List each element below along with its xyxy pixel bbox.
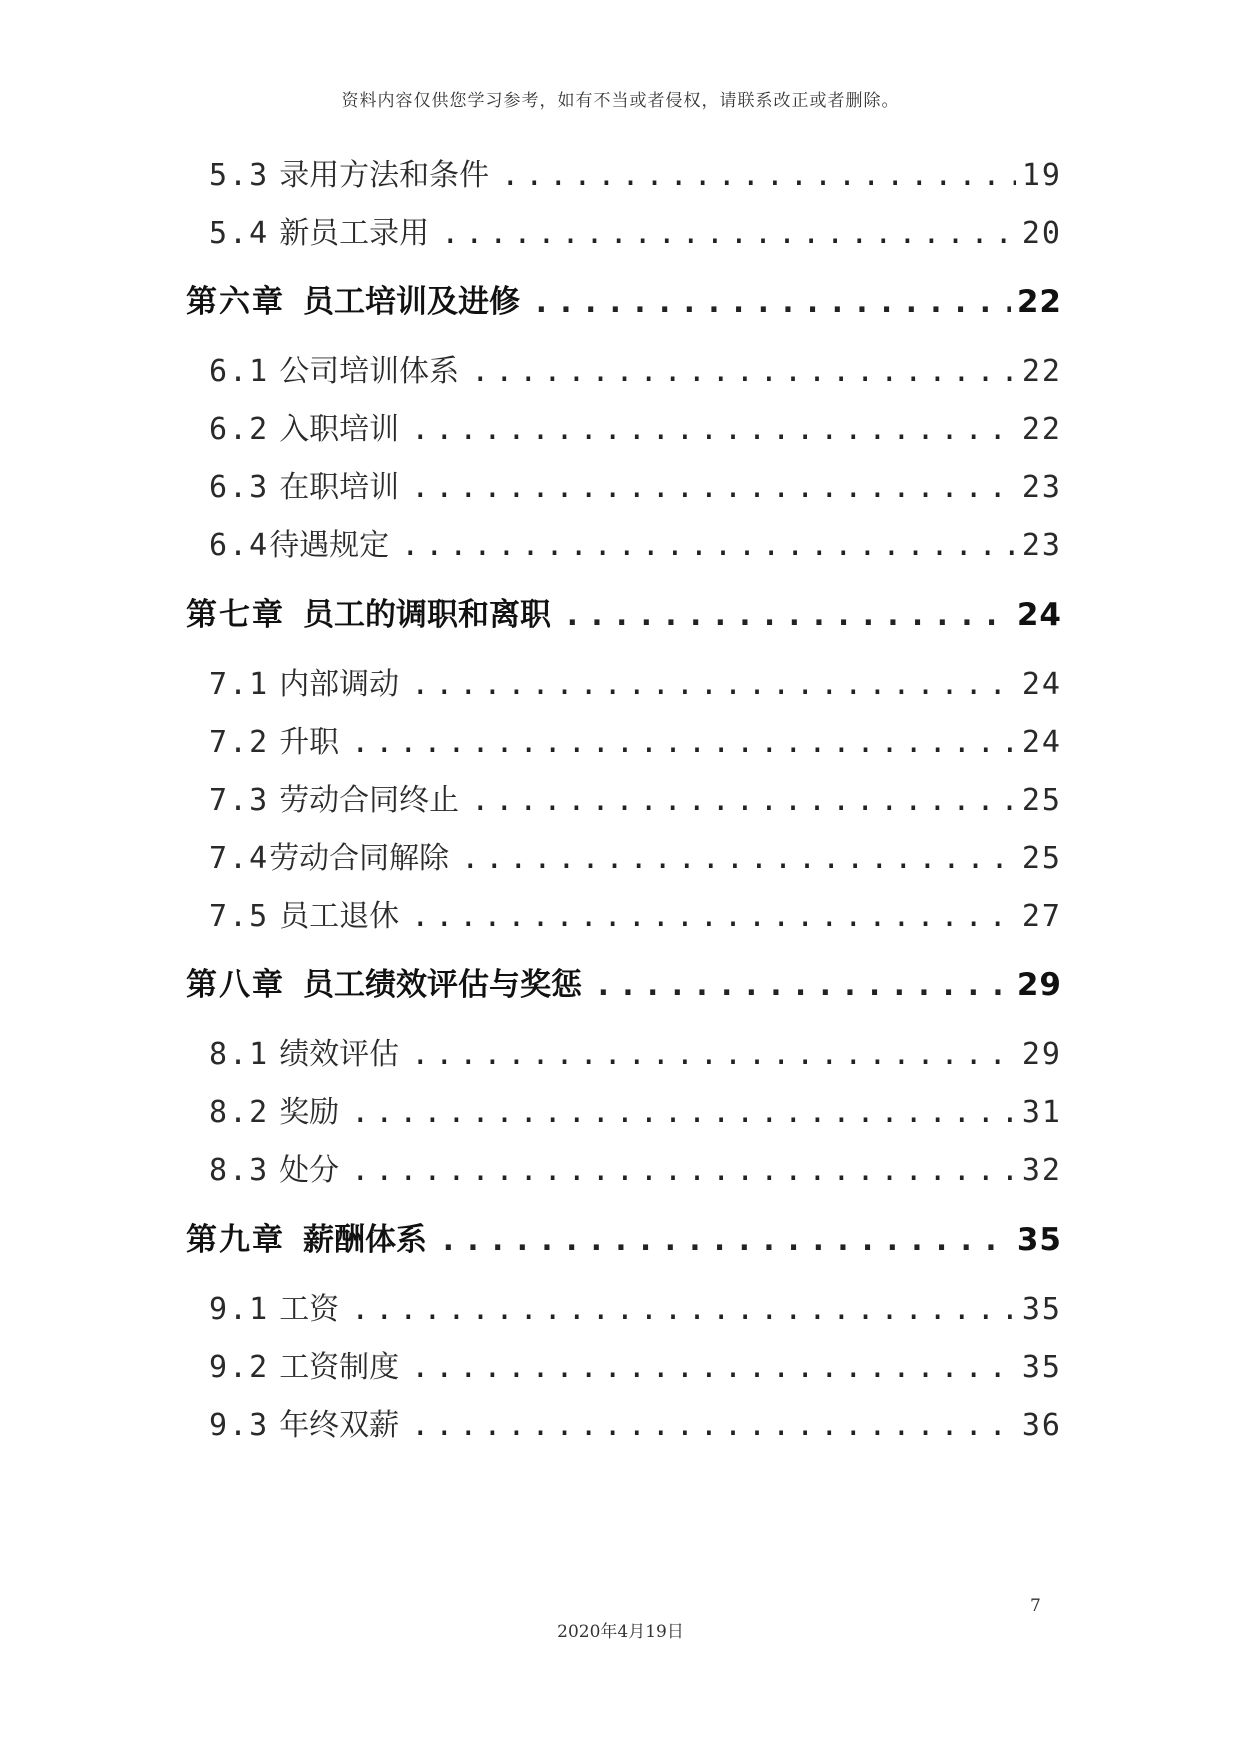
toc-entry-page: 35 xyxy=(1016,1222,1062,1258)
toc-entry-page: 24 xyxy=(1021,667,1062,702)
page-number: 7 xyxy=(1030,1596,1041,1616)
toc-entry-page: 19 xyxy=(1021,158,1062,193)
toc-section-entry[interactable] xyxy=(209,1087,1062,1131)
toc-entry-title: 员工培训及进修 xyxy=(303,284,520,320)
toc-section-entry[interactable] xyxy=(209,1342,1062,1386)
toc-entry-title: 录用方法和条件 xyxy=(279,158,490,193)
toc-dot-leader xyxy=(411,1037,1016,1072)
toc-entry-page: 36 xyxy=(1021,1408,1062,1443)
toc-entry-title: 在职培训 xyxy=(279,470,400,505)
toc-entry-title: 入职培训 xyxy=(279,412,400,447)
toc-entry-number: 8.1 xyxy=(209,1037,270,1072)
toc-dot-leader xyxy=(401,528,1016,563)
toc-section-entry[interactable] xyxy=(209,891,1062,935)
toc-dot-leader xyxy=(563,597,1011,633)
toc-dot-leader xyxy=(411,412,1016,447)
toc-entry-page: 29 xyxy=(1016,967,1062,1003)
toc-entry-number: 9.2 xyxy=(209,1350,270,1385)
toc-dot-leader xyxy=(411,667,1016,702)
toc-section-entry[interactable] xyxy=(209,1029,1062,1073)
toc-section-entry[interactable] xyxy=(209,659,1062,703)
toc-entry-page: 27 xyxy=(1021,899,1062,934)
toc-section-entry[interactable] xyxy=(209,208,1062,252)
toc-entry-number: 9.1 xyxy=(209,1292,270,1327)
toc-entry-number: 7.5 xyxy=(209,899,270,934)
toc-section-entry[interactable] xyxy=(209,1400,1062,1444)
toc-entry-page: 22 xyxy=(1021,354,1062,389)
toc-entry-page: 31 xyxy=(1021,1095,1062,1130)
toc-dot-leader xyxy=(439,1222,1011,1258)
toc-entry-page: 23 xyxy=(1021,470,1062,505)
toc-entry-number: 第九章 xyxy=(186,1222,285,1258)
toc-dot-leader xyxy=(441,216,1016,251)
toc-dot-leader xyxy=(501,158,1016,193)
toc-entry-number: 第八章 xyxy=(186,967,285,1003)
toc-entry-page: 32 xyxy=(1021,1153,1062,1188)
disclaimer-header: 资料内容仅供您学习参考，如有不当或者侵权，请联系改正或者删除。 xyxy=(341,91,900,111)
toc-entry-title: 升职 xyxy=(279,725,340,760)
toc-entry-page: 25 xyxy=(1021,841,1062,876)
toc-dot-leader xyxy=(351,1095,1016,1130)
toc-section-entry[interactable] xyxy=(209,346,1062,390)
toc-chapter-entry[interactable] xyxy=(186,589,1062,634)
toc-dot-leader xyxy=(461,841,1016,876)
footer-date: 2020年4月19日 xyxy=(557,1622,684,1642)
toc-entry-title: 员工绩效评估与奖惩 xyxy=(303,967,582,1003)
toc-dot-leader xyxy=(471,783,1016,818)
toc-entry-number: 5.3 xyxy=(209,158,270,193)
toc-dot-leader xyxy=(411,470,1016,505)
toc-section-entry[interactable] xyxy=(209,1284,1062,1328)
toc-entry-title: 薪酬体系 xyxy=(303,1222,427,1258)
toc-dot-leader xyxy=(471,354,1016,389)
toc-entry-title: 员工的调职和离职 xyxy=(303,597,551,633)
toc-entry-number: 第七章 xyxy=(186,597,285,633)
toc-section-entry[interactable] xyxy=(209,833,1062,877)
toc-entry-number: 9.3 xyxy=(209,1408,270,1443)
toc-section-entry[interactable] xyxy=(209,775,1062,819)
toc-entry-page: 25 xyxy=(1021,783,1062,818)
toc-entry-page: 20 xyxy=(1021,216,1062,251)
toc-entry-number: 6.2 xyxy=(209,412,270,447)
toc-section-entry[interactable] xyxy=(209,520,1062,564)
toc-entry-title: 工资 xyxy=(279,1292,340,1327)
toc-entry-title: 内部调动 xyxy=(279,667,400,702)
toc-entry-page: 35 xyxy=(1021,1350,1062,1385)
toc-dot-leader xyxy=(351,725,1016,760)
toc-chapter-entry[interactable] xyxy=(186,1214,1062,1259)
toc-entry-title: 工资制度 xyxy=(279,1350,400,1385)
toc-section-entry[interactable] xyxy=(209,717,1062,761)
toc-dot-leader xyxy=(351,1292,1016,1327)
toc-entry-number: 8.2 xyxy=(209,1095,270,1130)
toc-entry-page: 22 xyxy=(1021,412,1062,447)
toc-dot-leader xyxy=(411,899,1016,934)
toc-entry-number: 7.1 xyxy=(209,667,270,702)
toc-dot-leader xyxy=(594,967,1011,1003)
toc-entry-title: 绩效评估 xyxy=(279,1037,400,1072)
toc-chapter-entry[interactable] xyxy=(186,959,1062,1004)
toc-entry-number: 7.4 xyxy=(209,841,270,876)
toc-section-entry[interactable] xyxy=(209,1145,1062,1189)
toc-dot-leader xyxy=(351,1153,1016,1188)
toc-entry-number: 6.4 xyxy=(209,528,270,563)
toc-section-entry[interactable] xyxy=(209,404,1062,448)
toc-entry-title: 公司培训体系 xyxy=(279,354,460,389)
toc-entry-page: 23 xyxy=(1021,528,1062,563)
toc-entry-title: 处分 xyxy=(279,1153,340,1188)
toc-section-entry[interactable] xyxy=(209,462,1062,506)
toc-entry-title: 新员工录用 xyxy=(279,216,430,251)
toc-entry-title: 奖励 xyxy=(279,1095,340,1130)
toc-entry-page: 24 xyxy=(1021,725,1062,760)
toc-dot-leader xyxy=(411,1408,1016,1443)
toc-dot-leader xyxy=(411,1350,1016,1385)
toc-entry-number: 8.3 xyxy=(209,1153,270,1188)
toc-entry-page: 35 xyxy=(1021,1292,1062,1327)
toc-entry-title: 员工退休 xyxy=(279,899,400,934)
toc-entry-title: 待遇规定 xyxy=(269,528,390,563)
toc-entry-number: 6.1 xyxy=(209,354,270,389)
toc-dot-leader xyxy=(532,284,1011,320)
toc-entry-page: 22 xyxy=(1016,284,1062,320)
toc-entry-number: 7.2 xyxy=(209,725,270,760)
toc-entry-page: 24 xyxy=(1016,597,1062,633)
toc-entry-page: 29 xyxy=(1021,1037,1062,1072)
toc-entry-number: 第六章 xyxy=(186,284,285,320)
toc-entry-title: 劳动合同解除 xyxy=(269,841,450,876)
toc-entry-number: 5.4 xyxy=(209,216,270,251)
toc-entry-number: 6.3 xyxy=(209,470,270,505)
toc-entry-title: 年终双薪 xyxy=(279,1408,400,1443)
toc-entry-title: 劳动合同终止 xyxy=(279,783,460,818)
toc-entry-number: 7.3 xyxy=(209,783,270,818)
toc-section-entry[interactable] xyxy=(209,150,1062,194)
toc-chapter-entry[interactable] xyxy=(186,276,1062,321)
